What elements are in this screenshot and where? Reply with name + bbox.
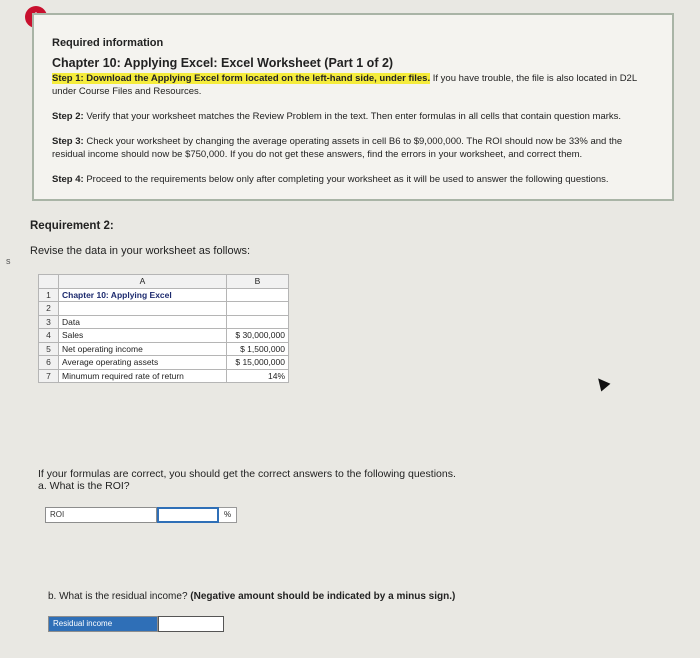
table-row [39, 329, 289, 343]
roi-answer-row [45, 507, 237, 523]
step-3-text: Check your worksheet by changing the average operating assets in cell B6 to $9,000,000. The ROI should now be 33% and the residual income should now be $750,000. If you do not get these answers, find the errors in your worksheet, and correct them. [52, 136, 623, 160]
table-row [39, 342, 289, 356]
cell-a1: Chapter 10: Applying Excel [59, 288, 227, 302]
requirement-subtitle: Revise the data in your worksheet as follows: [30, 245, 251, 257]
table-row [39, 288, 289, 302]
requirement-title: Requirement 2: [30, 220, 114, 232]
cell-b7: 14% [227, 369, 289, 383]
questions-intro-line: If your formulas are correct, you should get the correct answers to the following questions. [38, 468, 456, 480]
row-number: 4 [39, 329, 59, 343]
table-row [39, 356, 289, 370]
question-b-text: b. What is the residual income? [48, 591, 191, 602]
percent-unit: % [219, 507, 237, 523]
table-row [39, 302, 289, 316]
spreadsheet [38, 274, 289, 383]
mouse-cursor-icon [594, 375, 611, 392]
step-4 [52, 173, 642, 186]
step-1 [52, 72, 652, 98]
step-1-highlight: Step 1: Download the Applying Excel form located on the left-hand side, under files. [52, 73, 431, 84]
column-header-row [39, 275, 289, 289]
cell-b1 [227, 288, 289, 302]
corner-cell [39, 275, 59, 289]
step-2-text: Verify that your worksheet matches the Review Problem in the text. Then enter formulas in all cells that contain question marks. [83, 111, 622, 122]
step-2 [52, 110, 642, 123]
cell-b5: $ 1,500,000 [227, 342, 289, 356]
cell-a2 [59, 302, 227, 316]
info-title: Required information [52, 37, 164, 49]
question-b-note: (Negative amount should be indicated by a minus sign.) [190, 591, 456, 602]
column-b-header: B [227, 275, 289, 289]
cell-b6: $ 15,000,000 [227, 356, 289, 370]
step-3 [52, 135, 642, 161]
roi-label: ROI [45, 507, 157, 523]
row-number: 6 [39, 356, 59, 370]
table-row [39, 369, 289, 383]
row-number: 3 [39, 315, 59, 329]
questions-intro [38, 468, 456, 492]
margin-mark: s [6, 256, 11, 266]
question-a: a. What is the ROI? [38, 480, 130, 492]
cell-b3 [227, 315, 289, 329]
row-number: 7 [39, 369, 59, 383]
required-info-panel [32, 13, 674, 201]
roi-input[interactable] [157, 507, 219, 523]
cell-a6: Average operating assets [59, 356, 227, 370]
residual-income-row [48, 616, 224, 632]
row-number: 5 [39, 342, 59, 356]
chapter-title: Chapter 10: Applying Excel: Excel Worksheet (Part 1 of 2) [52, 56, 394, 70]
column-a-header: A [59, 275, 227, 289]
table-row [39, 315, 289, 329]
cell-b4: $ 30,000,000 [227, 329, 289, 343]
row-number: 1 [39, 288, 59, 302]
step-2-label: Step 2: [52, 111, 84, 122]
step-1-text: If you have trouble, the file is also located in D2L under Course Files and Resources. [52, 73, 637, 97]
cell-a7: Minumum required rate of return [59, 369, 227, 383]
step-4-label: Step 4: [52, 174, 84, 185]
cell-a3: Data [59, 315, 227, 329]
step-4-text: Proceed to the requirements below only after completing your worksheet as it will be used to answer the following questions. [83, 174, 609, 185]
cell-a4: Sales [59, 329, 227, 343]
row-number: 2 [39, 302, 59, 316]
residual-income-label: Residual income [48, 616, 158, 632]
residual-income-input[interactable] [158, 616, 224, 632]
question-b [48, 591, 455, 602]
step-3-label: Step 3: [52, 136, 84, 147]
cell-a5: Net operating income [59, 342, 227, 356]
cell-b2 [227, 302, 289, 316]
